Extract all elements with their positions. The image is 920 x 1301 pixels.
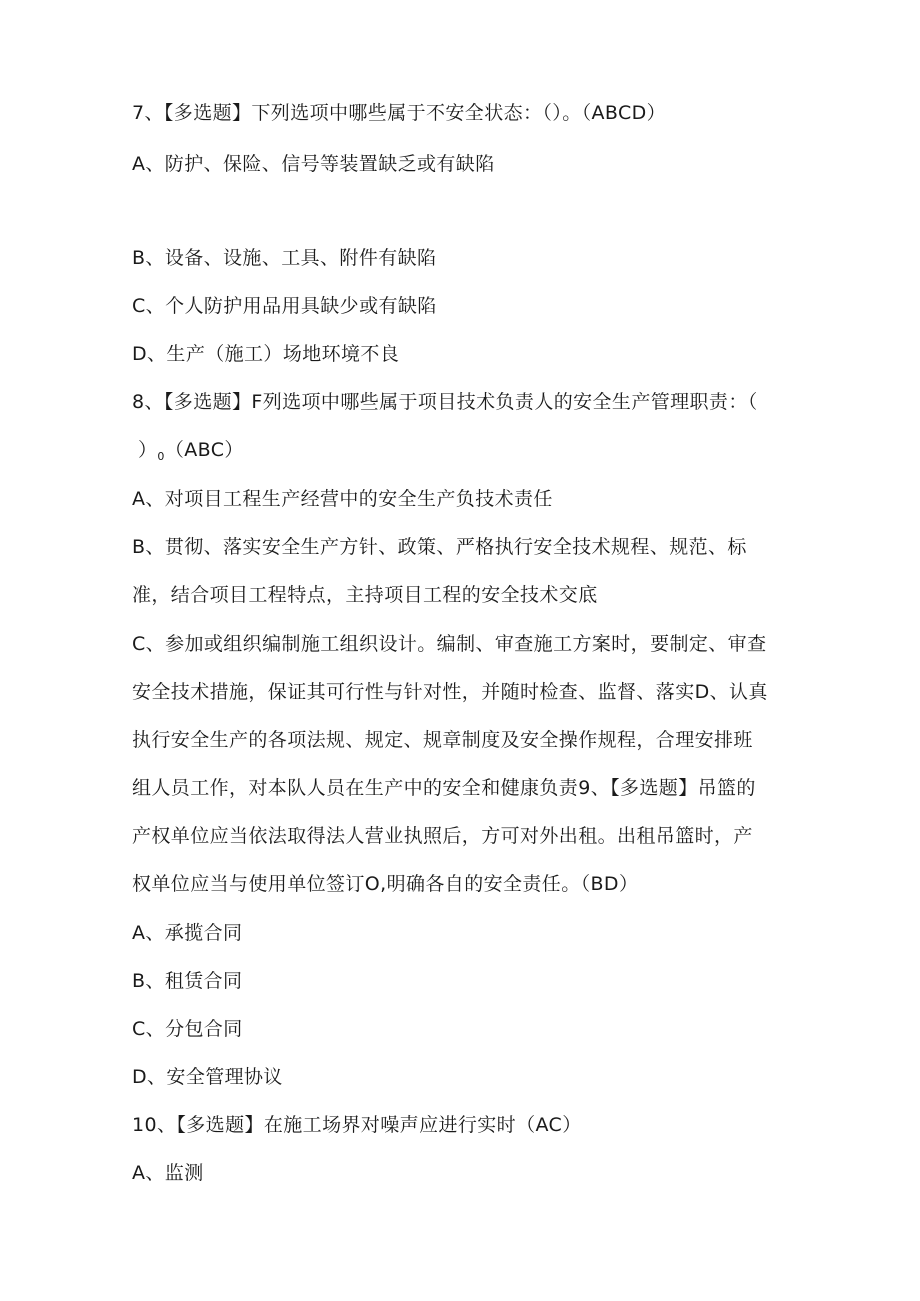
question-9-option-c: C、分包合同	[132, 1018, 243, 1040]
question-10-option-a: A、监测	[132, 1162, 204, 1184]
question-7-option-d: D、生产（施工）场地环境不良	[132, 343, 400, 365]
question-8-closing-paren: ）	[138, 439, 158, 461]
question-10-stem: 10、【多选题】在施工场界对噪声应进行实时（AC）	[132, 1114, 582, 1136]
question-7-option-b: B、设备、设施、工具、附件有缺陷	[132, 247, 437, 269]
question-9-option-a: A、承揽合同	[132, 922, 243, 944]
question-9-stem: 产权单位应当依法取得法人营业执照后，方可对外出租。出租吊篮时，产	[132, 825, 753, 847]
question-8-option-a: A、对项目工程生产经营中的安全生产负技术责任	[132, 488, 553, 510]
question-8-option-c-continued: 安全技术措施，保证其可行性与针对性，并随时检查、监督、落实D、认真	[132, 681, 768, 703]
question-8-stem: 8、【多选题】F列选项中哪些属于项目技术负责人的安全生产管理职责：（	[132, 391, 758, 413]
question-8-option-b-continued: 准，结合项目工程特点，主持项目工程的安全技术交底	[132, 584, 598, 606]
question-7-option-a: A、防护、保险、信号等装置缺乏或有缺陷	[132, 153, 495, 175]
question-8-stem-continued	[138, 437, 818, 470]
question-8-option-d: 执行安全生产的各项法规、规定、规章制度及安全操作规程，合理安排班	[132, 729, 753, 751]
question-8-subscript: 0	[157, 450, 165, 463]
question-7-option-c: C、个人防护用品用具缺少或有缺陷	[132, 295, 437, 317]
question-9-stem-continued: 权单位应当与使用单位签订O,明确各自的安全责任。（BD）	[132, 873, 639, 895]
question-7-stem: 7、【多选题】下列选项中哪些属于不安全状态：（）。（ABCD）	[132, 102, 667, 124]
question-9-option-d: D、安全管理协议	[132, 1066, 283, 1088]
question-8-answer: （ABC）	[164, 439, 244, 461]
question-8-option-c: C、参加或组织编制施工组织设计。编制、审查施工方案时，要制定、审查	[132, 633, 767, 655]
question-8-option-d-continued: 组人员工作，对本队人员在生产中的安全和健康负责9、【多选题】吊篮的	[132, 777, 756, 799]
question-9-option-b: B、租赁合同	[132, 970, 243, 992]
question-8-option-b: B、贯彻、落实安全生产方针、政策、严格执行安全技术规程、规范、标	[132, 536, 747, 558]
